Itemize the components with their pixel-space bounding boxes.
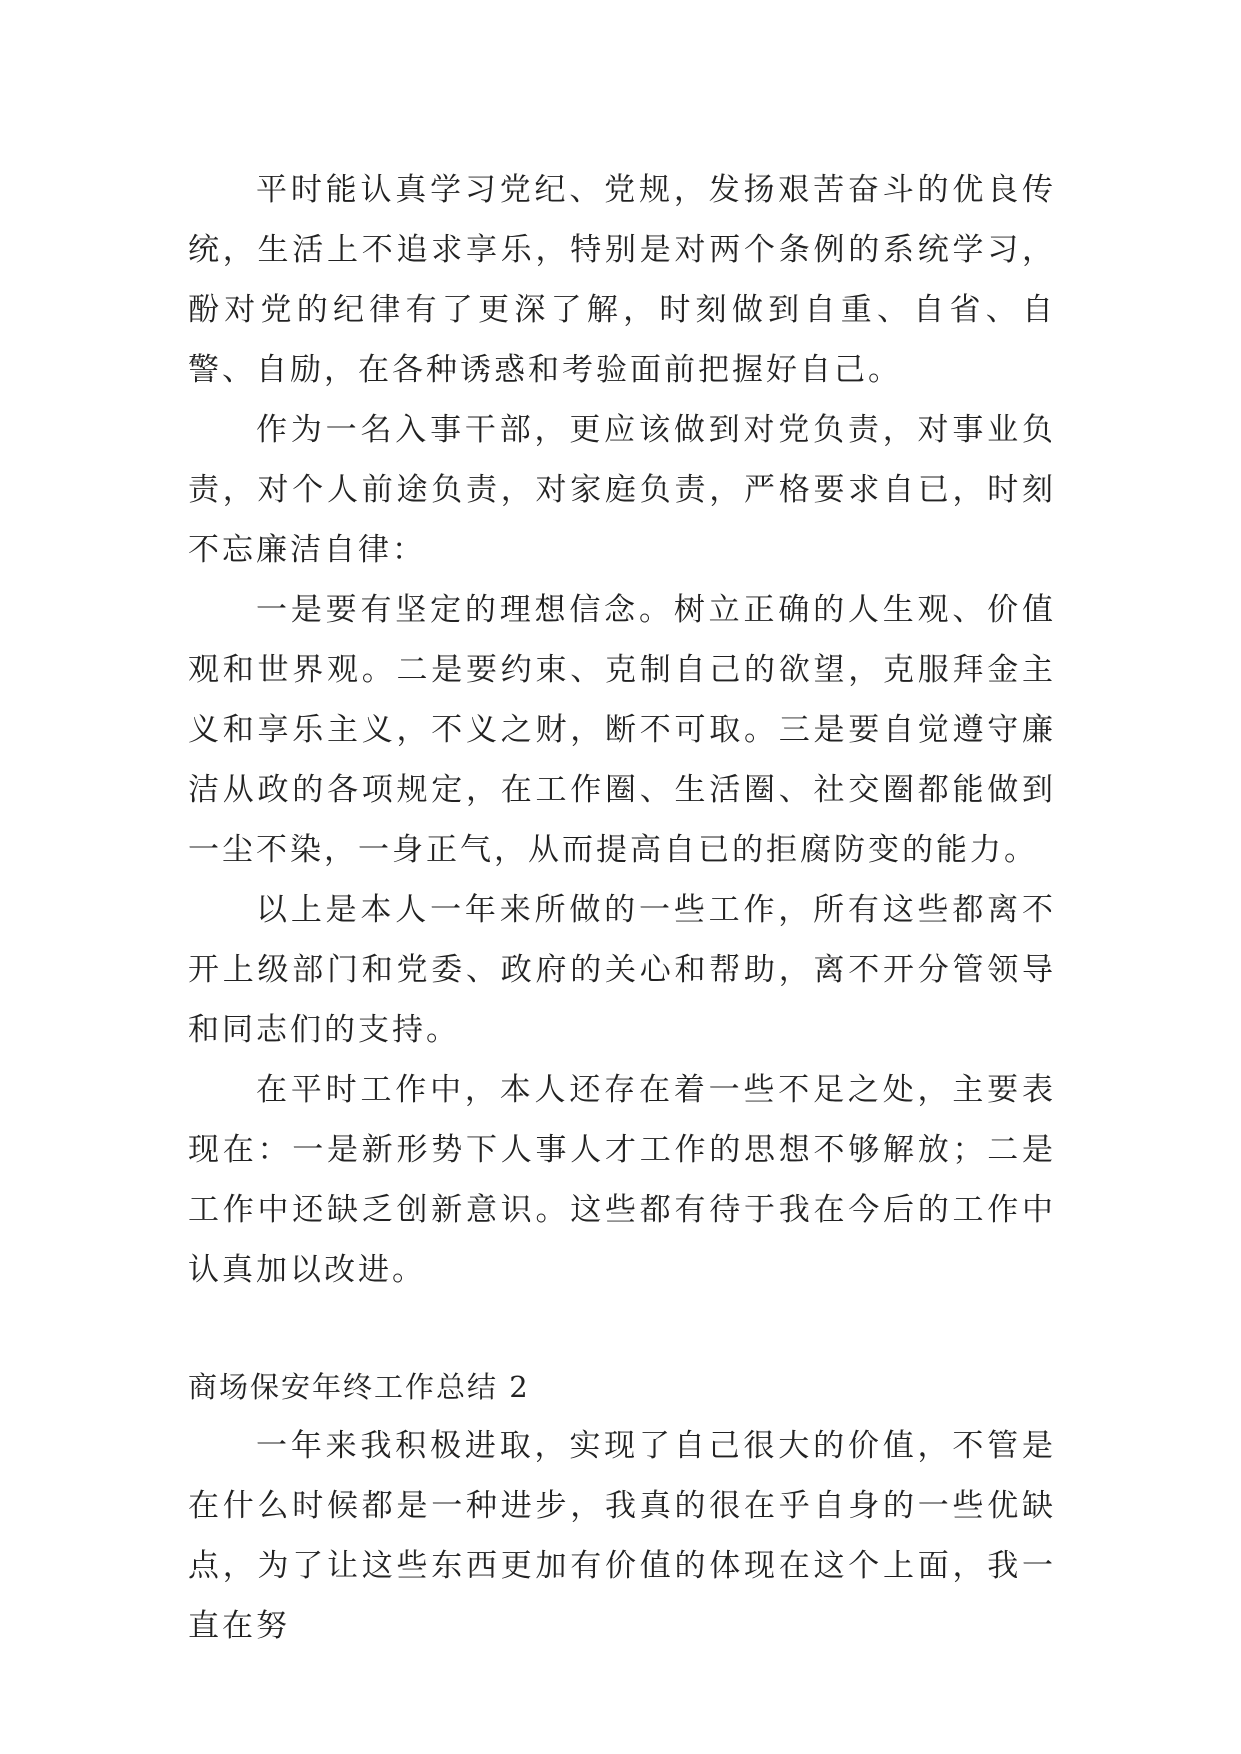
- paragraph-integrity-points: 一是要有坚定的理想信念。树立正确的人生观、价值观和世界观。二是要约束、克制自己的欲望，克服拜金主义和享乐主义，不义之财，断不可取。三是要自觉遵守廉洁从政的各项规定，在工作圈、生活圈、社交圈都能做到一尘不染，一身正气，从而提高自已的拒腐防变的能力。: [188, 592, 1056, 868]
- paragraph-personnel-responsibility: 作为一名入事干部，更应该做到对党负责，对事业负责，对个人前途负责，对家庭负责，严格要求自已，时刻不忘廉洁自律：: [188, 412, 1056, 568]
- paragraph-section-intro: 一年来我积极进取，实现了自己很大的价值，不管是在什么时候都是一种进步，我真的很在乎自身的一些优缺点，为了让这些东西更加有价值的体现在这个上面，我一直在努: [188, 1428, 1056, 1644]
- paragraph-shortcomings: 在平时工作中，本人还存在着一些不足之处，主要表现在：一是新形势下人事人才工作的思想不够解放；二是工作中还缺乏创新意识。这些都有待于我在今后的工作中认真加以改进。: [188, 1072, 1056, 1288]
- paragraph-acknowledgement: 以上是本人一年来所做的一些工作，所有这些都离不开上级部门和党委、政府的关心和帮助，离不开分管领导和同志们的支持。: [188, 892, 1056, 1048]
- section-title: 商场保安年终工作总结 2: [188, 1370, 530, 1404]
- document-body: [188, 160, 1056, 1656]
- paragraph-discipline-study: 平时能认真学习党纪、党规，发扬艰苦奋斗的优良传统，生活上不追求享乐，特别是对两个条例的系统学习，酚对党的纪律有了更深了解，时刻做到自重、自省、自警、自励，在各种诱惑和考验面前把握好自己。: [188, 172, 1056, 388]
